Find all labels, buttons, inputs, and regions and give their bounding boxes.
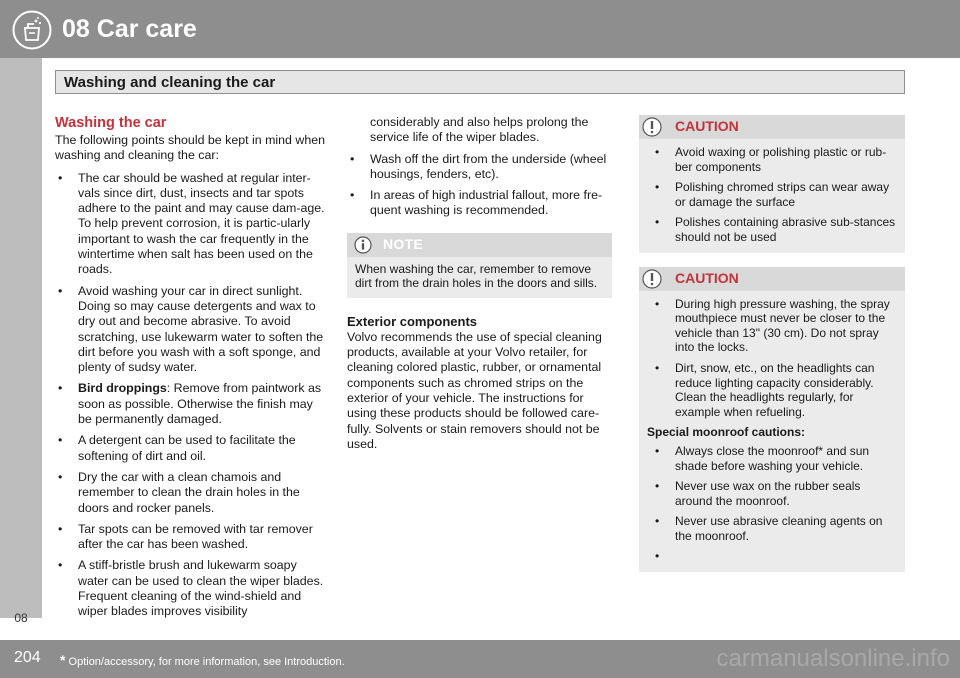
bullet-icon: • <box>655 215 660 230</box>
bullet-icon: • <box>58 521 63 536</box>
content-column-2 <box>347 115 615 452</box>
bullet-icon: • <box>655 180 660 195</box>
continued-text: considerably and also helps prolong the service life of the wiper blades. <box>370 115 589 145</box>
caution-box-polishing <box>639 115 905 253</box>
bullet-icon: • <box>350 188 355 203</box>
note-text: When washing the car, remember to remove dirt from the drain holes in the doors and sills. <box>355 261 598 291</box>
washing-bullet-list <box>55 171 325 620</box>
content-column-3 <box>639 115 905 572</box>
car-wash-icon <box>12 10 52 50</box>
bullet-icon: • <box>655 296 660 311</box>
warning-icon <box>642 269 662 289</box>
bird-droppings-label: Bird droppings <box>78 381 167 396</box>
list-item: • Never use abrasive cleaning agents on the moonroof. <box>655 514 883 543</box>
list-item <box>647 549 897 564</box>
bullet-icon: • <box>58 469 63 484</box>
caution-label: CAUTION <box>675 269 739 286</box>
info-icon <box>354 236 372 254</box>
exterior-components-heading: Exterior components <box>347 313 478 329</box>
footer-bar <box>0 640 960 678</box>
section-title-bar <box>55 70 905 94</box>
list-item: • Never use wax on the rubber seals around the moonroof. <box>655 479 861 508</box>
list-item: • Wash off the dirt from the underside (wheel housings, fenders, etc). <box>350 151 607 181</box>
caution-body <box>639 291 905 573</box>
bullet-icon: • <box>58 558 63 573</box>
list-item: • Polishing chromed strips can wear away or damage the surface <box>655 180 890 209</box>
caution-label: CAUTION <box>675 118 739 134</box>
list-item: • Tar spots can be removed with tar remover after the car has been washed. <box>58 521 313 552</box>
list-item: • Avoid waxing or polishing plastic or rub-ber components <box>655 145 887 174</box>
washing-bullet-list-continued <box>347 152 615 219</box>
list-item: • Avoid washing your car in direct sunlight. Doing so may cause detergents and wax to dry out and become abrasive. To avoid scratching, use lukewarm water to soften the dirt before you wash with a soft sponge, and plenty of sudsy water. <box>58 283 324 375</box>
chapter-header-bar <box>0 0 960 58</box>
list-item: • A stiff-bristle brush and lukewarm soapy water can be used to clean the wiper blades. Frequent cleaning of the wind-shield and wiper blades improves visibility <box>58 558 324 619</box>
bullet-icon: • <box>655 549 660 564</box>
warning-icon <box>642 117 662 137</box>
washing-heading: Washing the car <box>55 115 167 131</box>
footnote-marker: * <box>60 652 66 668</box>
page-number: 204 <box>14 649 41 666</box>
bullet-icon: • <box>58 170 63 185</box>
chapter-side-tab <box>0 58 42 625</box>
bullet-icon: • <box>58 283 63 298</box>
moonroof-cautions-label: Special moonroof cautions: <box>647 425 806 440</box>
footnote <box>60 652 345 668</box>
caution-bullet-list <box>647 145 897 245</box>
note-header <box>347 233 612 257</box>
note-label: NOTE <box>383 235 424 252</box>
bullet-icon: • <box>58 433 63 448</box>
bullet-icon: • <box>655 479 660 494</box>
exterior-components-text: Volvo recommends the use of special cleaning products, available at your Volvo retailer, for cleaning colored plastic, rubber, or ornamental components such as chromed strips on the exterior of your vehicle. The instructions for using these products should be followed care-fully. Solvents or stain removers should not be used. <box>347 329 602 451</box>
caution-bullet-list <box>647 297 897 420</box>
caution-box-washing <box>639 267 905 573</box>
list-item: • During high pressure washing, the spray mouthpiece must never be closer to the vehicle than 13" (30 cm). Do not spray into the locks. <box>655 296 890 355</box>
list-item: • A detergent can be used to facilitate the softening of dirt and oil. <box>58 433 296 463</box>
list-item: • The car should be washed at regular inter-vals since dirt, dust, insects and tar spots adhere to the paint and may cause dam-age. To help prevent corrosion, it is partic-ularly important to wash the car frequently in the wintertime when salt has been used on the roads. <box>58 170 325 277</box>
side-tab-label: 08 <box>14 611 28 625</box>
bullet-icon: • <box>655 514 660 529</box>
bullet-icon: • <box>655 360 660 375</box>
bullet-icon: • <box>655 145 660 159</box>
bullet-icon: • <box>350 151 355 166</box>
list-item: • In areas of high industrial fallout, more fre-quent washing is recommended. <box>350 188 603 218</box>
note-box <box>347 233 612 298</box>
watermark: carmanualsonline.info <box>716 645 950 672</box>
content-column-1 <box>55 114 325 626</box>
section-title: Washing and cleaning the car <box>64 74 276 91</box>
list-item: • Dry the car with a clean chamois and remember to clean the drain holes in the doors and rocker panels. <box>58 469 300 515</box>
moonroof-bullet-list <box>647 444 897 565</box>
bullet-icon: • <box>655 443 660 458</box>
list-item: • Dirt, snow, etc., on the headlights can reduce lighting capacity considerably. Clean the headlights regularly, for example when refueling. <box>655 360 875 419</box>
bullet-icon: • <box>58 381 63 396</box>
intro-paragraph: The following points should be kept in mind when washing and cleaning the car: <box>55 133 326 163</box>
caution-body <box>639 139 905 253</box>
list-item: • Always close the moonroof* and sun shade before washing your vehicle. <box>655 443 870 473</box>
caution-header <box>639 267 905 291</box>
chapter-title: 08 Car care <box>62 15 197 43</box>
list-item: • Polishes containing abrasive sub-stances should not be used <box>655 215 896 244</box>
caution-header <box>639 115 905 139</box>
footnote-text: Option/accessory, for more information, see Introduction. <box>68 656 345 668</box>
list-item: • Bird droppings: Remove from paintwork as soon as possible. Otherwise the finish may be permanently damaged. <box>58 381 322 427</box>
